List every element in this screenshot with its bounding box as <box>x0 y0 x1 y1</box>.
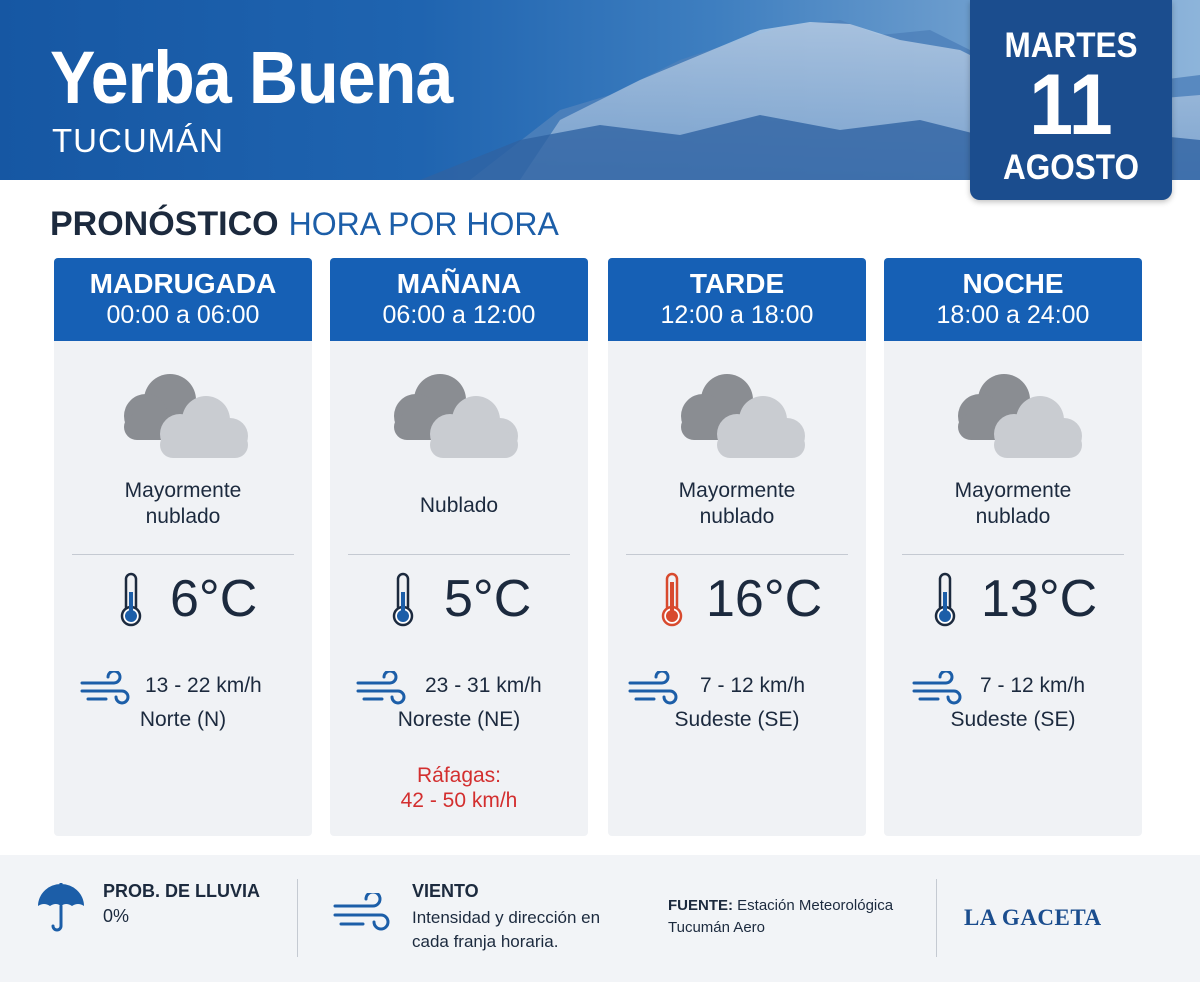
divider <box>626 554 848 555</box>
period-name: MAÑANA <box>396 268 522 299</box>
cloudy-icon <box>388 368 522 460</box>
temperature-row <box>54 568 312 630</box>
temperature-value: 16°C <box>706 570 823 628</box>
date-badge <box>970 0 1172 200</box>
condition-text <box>608 478 866 530</box>
period-name: TARDE <box>689 268 785 299</box>
wind-speed: 7 - 12 km/h <box>700 674 806 697</box>
cloudy-icon <box>118 368 252 460</box>
wind-gust <box>330 763 588 813</box>
forecast-card-tarde <box>608 258 866 836</box>
divider <box>348 554 570 555</box>
wind-icon <box>628 671 678 707</box>
temperature-row <box>884 568 1142 630</box>
wind-legend-label: VIENTO <box>412 881 479 901</box>
wind-icon <box>333 893 391 933</box>
gust-value: 42 - 50 km/h <box>400 789 518 812</box>
condition-line-1: Mayormente <box>954 479 1072 502</box>
card-header <box>54 258 312 341</box>
gust-label: Ráfagas: <box>416 764 502 787</box>
condition-line-1: Mayormente <box>678 479 796 502</box>
cloudy-icon <box>952 368 1086 460</box>
brand-logo: LA GACETA <box>964 905 1102 930</box>
umbrella-icon <box>36 882 86 934</box>
temperature-row <box>330 568 588 630</box>
province-name: TUCUMÁN <box>52 122 224 159</box>
temperature-value: 13°C <box>981 570 1098 628</box>
date-day: 11 <box>1029 57 1113 153</box>
source-text: Estación Meteorológica Tucumán Aero <box>668 897 894 936</box>
period-name: MADRUGADA <box>89 268 277 299</box>
condition-text <box>54 478 312 530</box>
thermometer-icon <box>390 572 416 628</box>
footer-legend <box>0 855 1200 982</box>
condition-text <box>884 478 1142 530</box>
condition-line-1: Mayormente <box>124 479 242 502</box>
wind-speed: 7 - 12 km/h <box>980 674 1086 697</box>
condition-line-2: nublado <box>699 505 775 528</box>
card-header <box>330 258 588 341</box>
temperature-value: 6°C <box>170 570 258 628</box>
wind-direction: Norte (N) <box>139 708 227 731</box>
card-header <box>884 258 1142 341</box>
wind-icon <box>80 671 130 707</box>
cloudy-icon <box>675 368 809 460</box>
source-label: FUENTE: <box>668 897 733 914</box>
forecast-cards <box>0 258 1200 838</box>
divider <box>902 554 1124 555</box>
period-name: NOCHE <box>962 268 1064 299</box>
wind-direction: Sudeste (SE) <box>950 708 1076 731</box>
temperature-row <box>608 568 866 630</box>
city-name: Yerba Buena <box>50 36 453 119</box>
period-time: 00:00 a 06:00 <box>106 301 260 329</box>
temperature-value: 5°C <box>444 570 532 628</box>
section-title-main: PRONÓSTICO <box>50 205 279 243</box>
condition-line-2: nublado <box>145 505 221 528</box>
forecast-card-madrugada <box>54 258 312 836</box>
wind-icon <box>356 671 406 707</box>
divider <box>72 554 294 555</box>
wind-direction: Noreste (NE) <box>397 708 521 731</box>
section-title-sub: HORA POR HORA <box>288 206 559 242</box>
date-month: AGOSTO <box>1003 148 1139 187</box>
thermometer-icon <box>118 572 144 628</box>
forecast-card-noche <box>884 258 1142 836</box>
period-time: 18:00 a 24:00 <box>936 301 1090 329</box>
date-weekday: MARTES <box>1004 26 1138 65</box>
wind-speed: 23 - 31 km/h <box>425 674 542 697</box>
card-header <box>608 258 866 341</box>
wind-legend-text: Intensidad y dirección en cada franja horaria. <box>412 908 601 951</box>
thermometer-icon <box>932 572 958 628</box>
section-title <box>50 203 559 245</box>
period-time: 06:00 a 12:00 <box>382 301 536 329</box>
wind-icon <box>912 671 962 707</box>
rain-probability-value: 0% <box>103 906 130 926</box>
footer-divider <box>297 879 298 957</box>
wind-direction: Sudeste (SE) <box>674 708 800 731</box>
wind-speed: 13 - 22 km/h <box>145 674 262 697</box>
forecast-card-manana <box>330 258 588 836</box>
footer-divider <box>936 879 937 957</box>
source-credit <box>668 895 918 939</box>
condition-text: Nublado <box>419 494 499 517</box>
rain-probability-label: PROB. DE LLUVIA <box>103 881 261 901</box>
thermometer-icon <box>659 572 685 628</box>
condition-line-2: nublado <box>975 505 1051 528</box>
period-time: 12:00 a 18:00 <box>660 301 814 329</box>
